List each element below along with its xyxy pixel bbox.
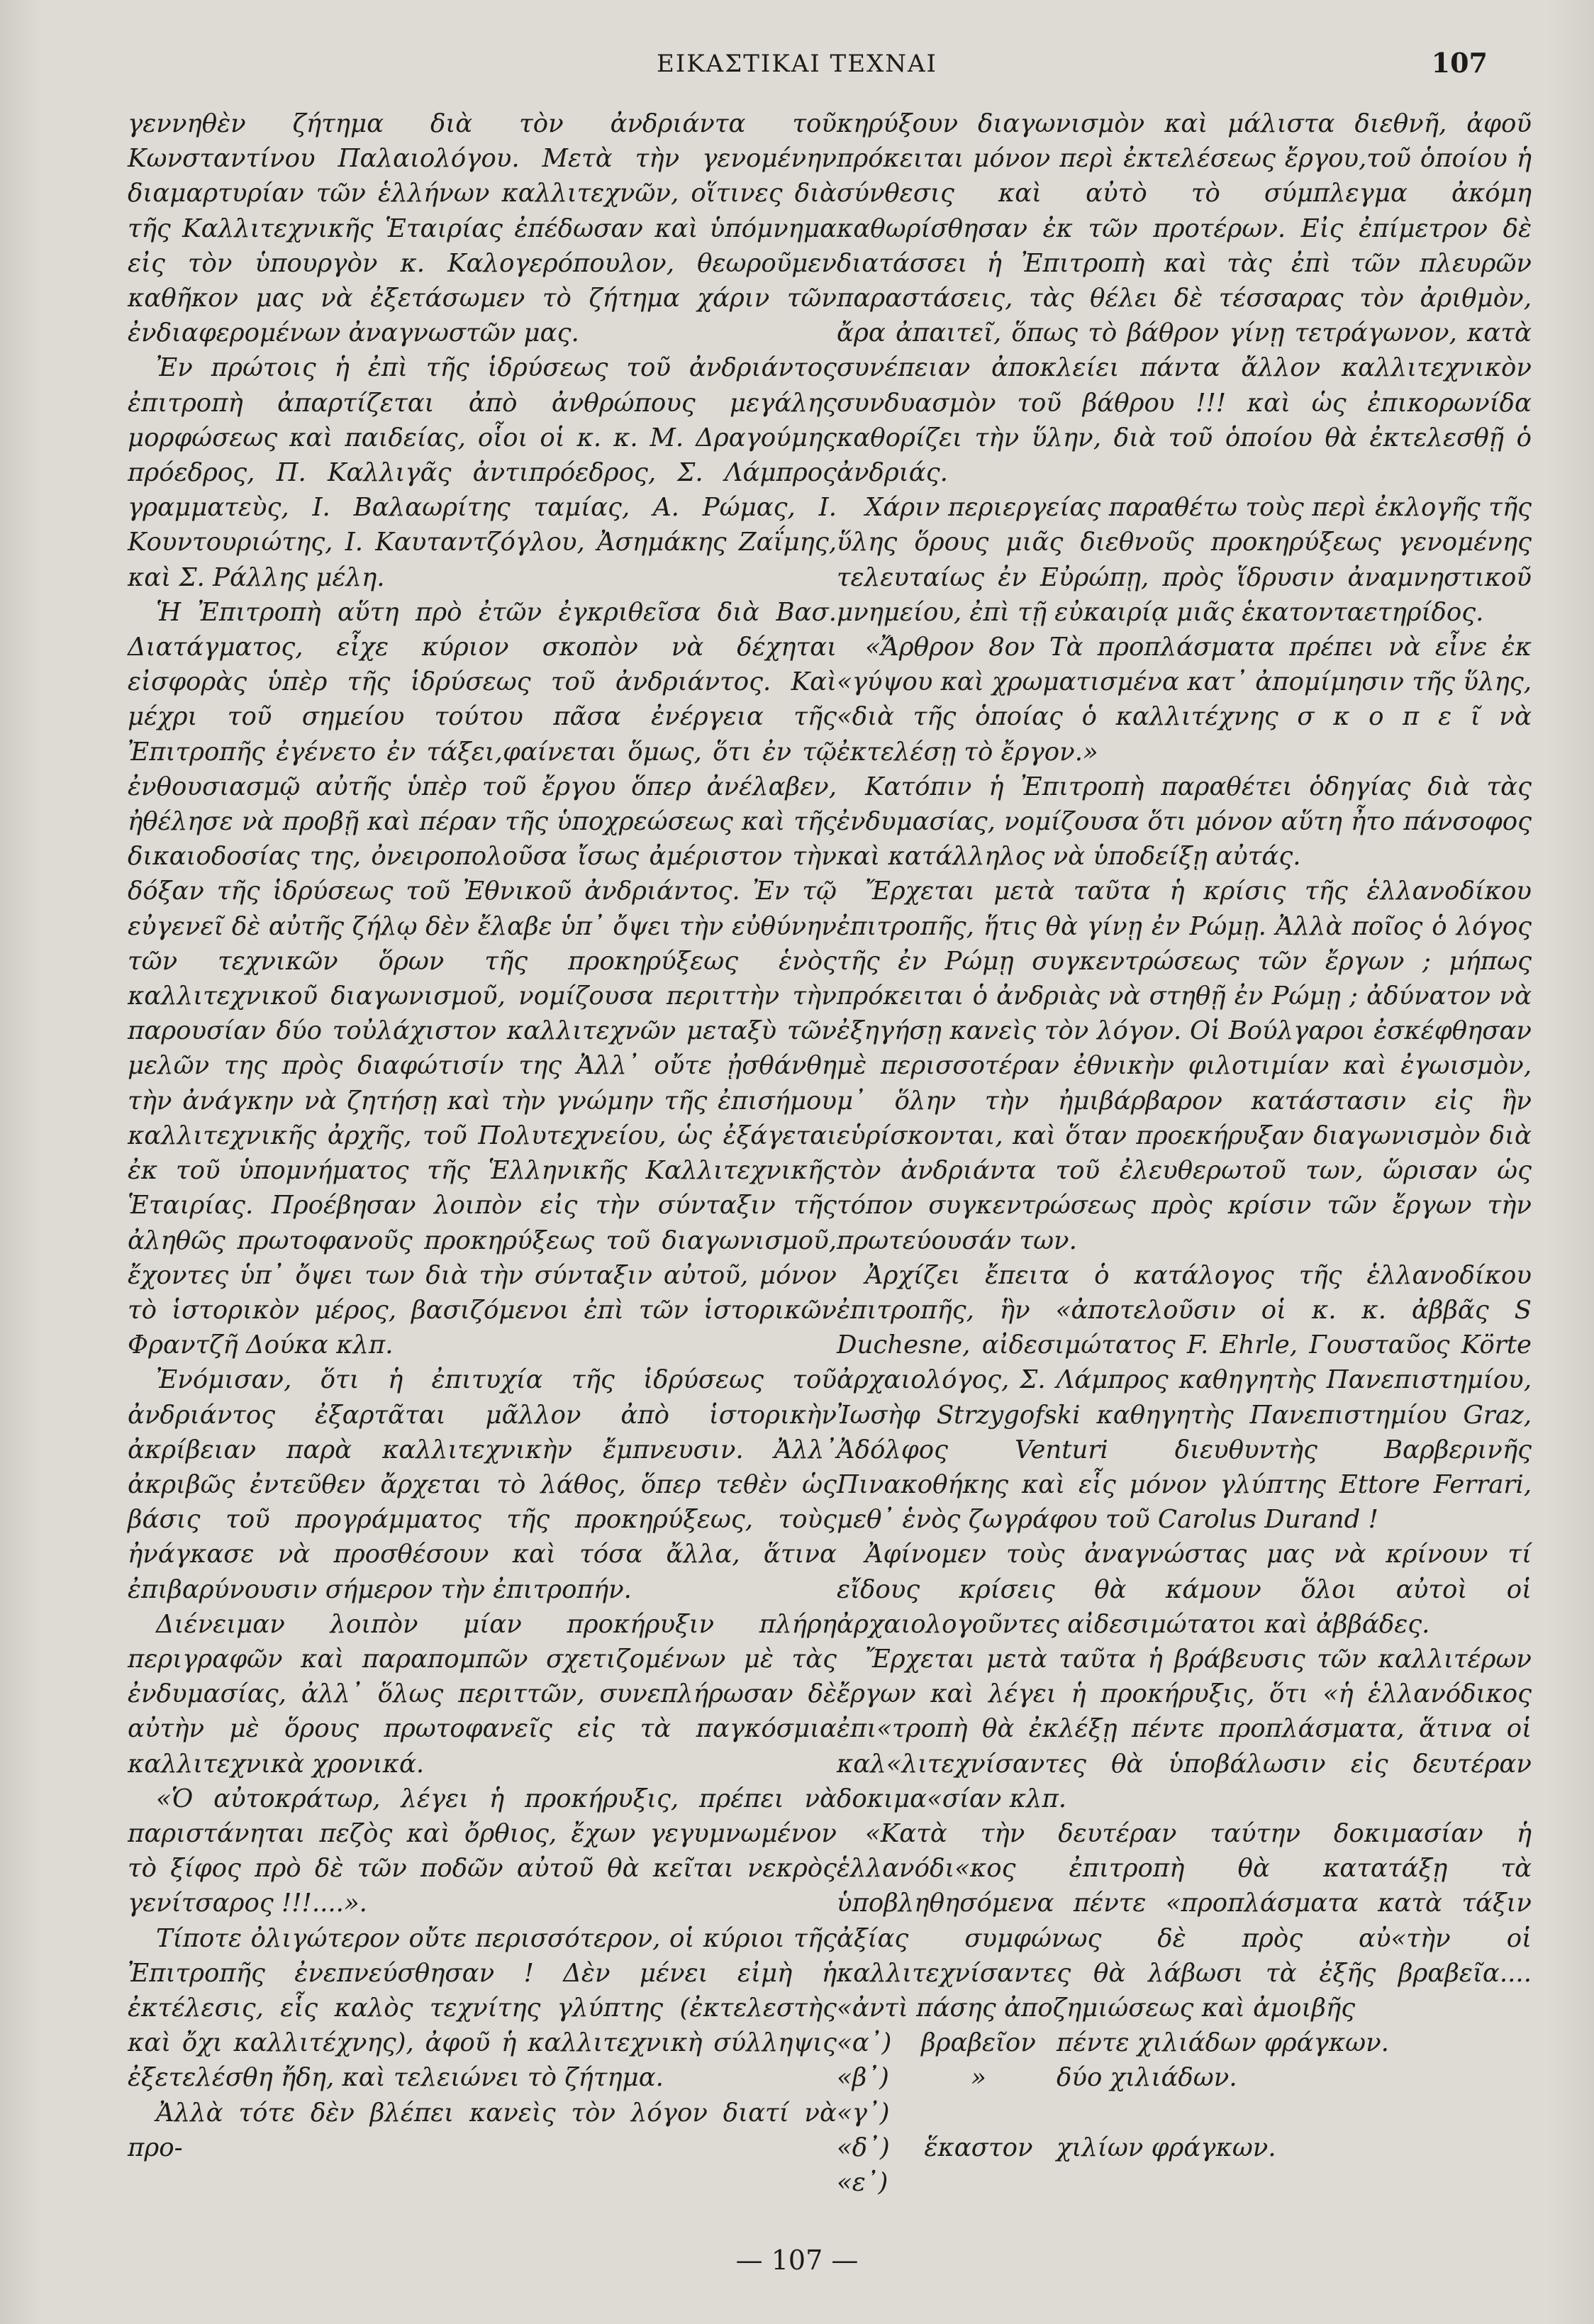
- paragraph: Ἀφίνομεν τοὺς ἀναγνώστας μας νὰ κρίνουν τί εἴδους κρίσεις θὰ κάμουν ὅλοι αὐτοὶ οἱ ἀρχαιολογοῦντες αἰδεσιμώτατοι καὶ ἀββάδες.: [837, 1540, 1532, 1639]
- list-mid: »: [971, 2063, 986, 2093]
- paragraph: Ἐν πρώτοις ἡ ἐπὶ τῆς ἱδρύσεως τοῦ ἀνδριάντος ἐπιτροπὴ ἀπαρτίζεται ἀπὸ ἀνθρώπους μεγάλης μορφώσεως καὶ παιδείας, οἷοι οἱ κ. κ. Μ. Δραγούμης πρόεδρος, Π. Καλλιγᾶς ἀντιπρόεδρος, Σ. Λάμπρος γραμματεὺς, Ι. Βαλαωρίτης ταμίας, Α. Ρώμας, Ι. Κουντουριώτης, Ι. Καυταντζόγλου, Ἀσημάκης Ζαΐμης, καὶ Σ. Ράλλης μέλη.: [128, 353, 837, 592]
- paragraph: «Ὁ αὐτοκράτωρ, λέγει ἡ προκήρυξις, πρέπει νὰ παριστάνηται πεζὸς καὶ ὄρθιος, ἔχων γεγυμνωμένον τὸ ξίφος πρὸ δὲ τῶν ποδῶν αὐτοῦ θὰ κεῖται νεκρὸς γενίτσαρος !!!....».: [128, 1784, 837, 1918]
- paragraph: Ἔρχεται μετὰ ταῦτα ἡ κρίσις τῆς ἑλλανοδίκου ἐπιτροπῆς, ἥτις θὰ γίνῃ ἐν Ρώμῃ. Ἀλλὰ ποῖος ὁ λόγος τῆς ἐν Ρώμῃ συγκεντρώσεως τῶν ἔργων ; μήπως πρόκειται ὁ ἀνδριὰς νὰ στηθῇ ἐν Ρώμῃ ; ἀδύνατον νὰ ἐξηγήσῃ κανεὶς τὸν λόγον. Οἱ Βούλγαροι ἐσκέφθησαν μὲ περισσοτέραν ἐθνικὴν φιλοτιμίαν καὶ ἐγωισμὸν, μ᾽ ὅλην τὴν ἠμιβάρβαρον κατάστασιν εἰς ἣν εὑρίσκονται, καὶ ὅταν προεκήρυξαν διαγωνισμὸν διὰ τὸν ἀνδριάντα τοῦ ἐλευθερωτοῦ των, ὥρισαν ὡς τόπον συγκεντρώσεως πρὸς κρίσιν τῶν ἔργων τὴν πρωτεύουσάν των.: [837, 877, 1532, 1255]
- paragraph: Ἐνόμισαν, ὅτι ἡ ἐπιτυχία τῆς ἱδρύσεως τοῦ ἀνδριάντος ἐξαρτᾶται μᾶλλον ἀπὸ ἱστορικὴν ἀκρίβειαν παρὰ καλλιτεχνικὴν ἔμπνευσιν. Ἀλλ᾽ ἀκριβῶς ἐντεῦθεν ἄρχεται τὸ λάθος, ὅπερ τεθὲν ὡς βάσις τοῦ προγράμματος τῆς προκηρύξεως, τοὺς ἠνάγκασε νὰ προσθέσουν καὶ τόσα ἄλλα, ἅτινα ἐπιβαρύνουσιν σήμερον τὴν ἐπιτροπήν.: [128, 1365, 837, 1604]
- paragraph: Κατόπιν ἡ Ἐπιτροπὴ παραθέτει ὁδηγίας διὰ τὰς ἐνδυμασίας, νομίζουσα ὅτι μόνον αὕτη ἦτο πάνσοφος καὶ κατάλληλος νὰ ὑποδείξῃ αὐτάς.: [837, 772, 1532, 872]
- list-item: [837, 2096, 1532, 2130]
- list-text: χιλίων φράγκων.: [1057, 2133, 1276, 2162]
- list-label: «α᾽): [837, 2028, 892, 2058]
- list-label: «β᾽): [837, 2063, 889, 2093]
- list-item: [837, 2060, 1532, 2095]
- list-label: «ε᾽): [837, 2167, 888, 2197]
- paragraph: «Κατὰ τὴν δευτέραν ταύτην δοκιμασίαν ἡ ἑλλανόδι«κος ἐπιτροπὴ θὰ κατατάξῃ τὰ ὑποβληθησόμενα πέντε «προπλάσματα κατὰ τάξιν ἀξίας συμφώνως δὲ πρὸς αὐ«τὴν οἱ καλλιτεχνίσαντες θὰ λάβωσι τὰ ἐξῆς βραβεῖα.... «ἀντὶ πάσης ἀποζημιώσεως καὶ ἀμοιβῆς: [837, 1818, 1532, 2023]
- page-number-top: 107: [1431, 47, 1488, 79]
- page-number-bottom: — 107 —: [735, 2245, 859, 2276]
- paragraph: «Ἄρθρον 8ον Τὰ προπλάσματα πρέπει νὰ εἶνε ἐκ «γύψου καὶ χρωματισμένα κατ᾽ ἀπομίμησιν τῆς ὕλης, «διὰ τῆς ὁποίας ὁ καλλιτέχνης σ κ ο π ε ῖ νὰ ἐκτελέσῃ τὸ ἔργον.»: [837, 633, 1532, 767]
- paragraph: Διένειμαν λοιπὸν μίαν προκήρυξιν πλήρη περιγραφῶν καὶ παραπομπῶν σχετιζομένων μὲ τὰς ἐνδυμασίας, ἀλλ᾽ ὅλως περιττῶν, συνεπλήρωσαν δὲ αὐτὴν μὲ ὅρους πρωτοφανεῖς εἰς τὰ παγκόσμια καλλιτεχνικὰ χρονικά.: [128, 1609, 837, 1779]
- paragraph: Ἀλλὰ τότε δὲν βλέπει κανεὶς τὸν λόγον διατί νὰ προ-: [128, 2098, 837, 2162]
- list-item: [837, 2165, 1532, 2200]
- awards-list: [837, 2025, 1532, 2200]
- paragraph: γεννηθὲν ζήτημα διὰ τὸν ἀνδριάντα τοῦ Κωνσταντίνου Παλαιολόγου. Μετὰ τὴν γενομένην διαμαρτυρίαν τῶν ἑλλήνων καλλιτεχνῶν, οἵτινες διὰ τῆς Καλλιτεχνικῆς Ἑταιρίας ἐπέδωσαν καὶ ὑπόμνημα εἰς τὸν ὑπουργὸν κ. Καλογερόπουλον, θεωροῦμεν καθῆκον μας νὰ ἐξετάσωμεν τὸ ζήτημα χάριν τῶν ἐνδιαφερομένων ἀναγνωστῶν μας.: [128, 109, 837, 348]
- paragraph: κηρύξουν διαγωνισμὸν καὶ μάλιστα διεθνῆ, ἀφοῦ πρόκειται μόνον περὶ ἐκτελέσεως ἔργου,τοῦ ὁποίου ἡ σύνθεσις καὶ αὐτὸ τὸ σύμπλεγμα ἀκόμη καθωρίσθησαν ἐκ τῶν προτέρων. Εἰς ἐπίμετρον δὲ διατάσσει ἡ Ἐπιτροπὴ καὶ τὰς ἐπὶ τῶν πλευρῶν παραστάσεις, τὰς θέλει δὲ τέσσαρας τὸν ἀριθμὸν, ἄρα ἀπαιτεῖ, ὅπως τὸ βάθρον γίνῃ τετράγωνον, κατὰ συνέπειαν ἀποκλείει πάντα ἄλλον καλλιτεχνικὸν συνδυασμὸν τοῦ βάθρου !!! καὶ ὡς ἐπικορωνίδα καθορίζει τὴν ὕλην, διὰ τοῦ ὁποίου θὰ ἐκτελεσθῇ ὁ ἀνδριάς.: [837, 109, 1532, 488]
- list-item: [837, 2025, 1532, 2060]
- paragraph: Ἡ Ἐπιτροπὴ αὕτη πρὸ ἐτῶν ἐγκριθεῖσα διὰ Βασ. Διατάγματος, εἶχε κύριον σκοπὸν νὰ δέχηται εἰσφορὰς ὑπὲρ τῆς ἱδρύσεως τοῦ ἀνδριάντος. Καὶ μέχρι τοῦ σημείου τούτου πᾶσα ἐνέργεια τῆς Ἐπιτροπῆς ἐγένετο ἐν τάξει,φαίνεται ὅμως, ὅτι ἐν τῷ ἐνθουσιασμῷ αὐτῆς ὑπὲρ τοῦ ἔργου ὅπερ ἀνέλαβεν, ἠθέλησε νὰ προβῇ καὶ πέραν τῆς ὑποχρεώσεως καὶ τῆς δικαιοδοσίας της, ὀνειροπολοῦσα ἴσως ἀμέριστον τὴν δόξαν τῆς ἱδρύσεως τοῦ Ἐθνικοῦ ἀνδριάντος. Ἐν τῷ εὐγενεῖ δὲ αὐτῆς ζήλῳ δὲν ἔλαβε ὑπ᾽ ὄψει τὴν εὐθύνην τῶν τεχνικῶν ὅρων τῆς προκηρύξεως ἑνὸς καλλιτεχνικοῦ διαγωνισμοῦ, νομίζουσα περιττὴν τὴν παρουσίαν δύο τοὐλάχιστον καλλιτεχνῶν μεταξὺ τῶν μελῶν της πρὸς διαφώτισίν της Ἀλλ᾽ οὔτε ᾐσθάνθη τὴν ἀνάγκην νὰ ζητήσῃ καὶ τὴν γνώμην τῆς ἐπισήμου καλλιτεχνικῆς ἀρχῆς, τοῦ Πολυτεχνείου, ὡς ἐξάγεται ἐκ τοῦ ὑπομνήματος τῆς Ἑλληνικῆς Καλλιτεχνικῆς Ἑταιρίας. Προέβησαν λοιπὸν εἰς τὴν σύνταξιν τῆς ἀληθῶς πρωτοφανοῦς προκηρύξεως τοῦ διαγωνισμοῦ, ἔχοντες ὑπ᾽ ὄψει των διὰ τὴν σύνταξιν αὐτοῦ, μόνον τὸ ἱστορικὸν μέρος, βασιζόμενοι ἐπὶ τῶν ἱστορικῶν Φραντζῆ Δούκα κλπ.: [128, 597, 837, 1360]
- paragraph: Ἔρχεται μετὰ ταῦτα ἡ βράβευσις τῶν καλλιτέρων ἔργων καὶ λέγει ἡ προκήρυξις, ὅτι «ἡ ἑλλανόδικος ἐπι«τροπὴ θὰ ἐκλέξῃ πέντε προπλάσματα, ἅτινα οἱ καλ«λιτεχνίσαντες θὰ ὑποβάλωσιν εἰς δευτέραν δοκιμα«σίαν κλπ.: [837, 1644, 1532, 1813]
- paragraph: Ἀρχίζει ἔπειτα ὁ κατάλογος τῆς ἑλλανοδίκου ἐπιτροπῆς, ἣν «ἀποτελοῦσιν οἱ κ. κ. ἀββᾶς S Duchesne, αἰδεσιμώτατος F. Ehrle, Γουσταῦος Körte ἀρχαιολόγος, Σ. Λάμπρος καθηγητὴς Πανεπιστημίου, Ἰωσὴφ Strzygofski καθηγητὴς Πανεπιστημίου Graz, Ἀδόλφος Venturi διευθυντὴς Βαρβερινῆς Πινακοθήκης καὶ εἷς μόνον γλύπτης Ettore Ferrari, μεθ᾽ ἑνὸς ζωγράφου τοῦ Carolus Durand !: [837, 1260, 1532, 1535]
- paragraph: Χάριν περιεργείας παραθέτω τοὺς περὶ ἐκλογῆς τῆς ὕλης ὅρους μιᾶς διεθνοῦς προκηρύξεως γενομένης τελευταίως ἐν Εὐρώπῃ, πρὸς ἵδρυσιν ἀναμνηστικοῦ μνημείου, ἐπὶ τῇ εὐκαιρίᾳ μιᾶς ἑκατονταετηρίδος.: [837, 493, 1532, 627]
- list-mid: ἕκαστον: [924, 2133, 1033, 2162]
- right-column: [837, 106, 1532, 2200]
- paragraph: Τίποτε ὀλιγώτερον οὔτε περισσότερον, οἱ κύριοι τῆς Ἐπιτροπῆς ἐνεπνεύσθησαν ! Δὲν μένει εἰμὴ ἡ ἐκτέλεσις, εἷς καλὸς τεχνίτης γλύπτης (ἐκτελεστὴς καὶ ὄχι καλλιτέχνης), ἀφοῦ ἡ καλλιτεχνικὴ σύλληψις ἐξετελέσθη ἤδη, καὶ τελειώνει τὸ ζήτημα.: [128, 1923, 837, 2093]
- left-column: [128, 106, 837, 2165]
- list-item: [837, 2130, 1532, 2165]
- running-title: ΕΙΚΑΣΤΙΚΑΙ ΤΕΧΝΑΙ: [657, 50, 937, 78]
- list-text: δύο χιλιάδων.: [1057, 2063, 1237, 2093]
- list-label: «δ᾽): [837, 2133, 890, 2162]
- list-mid: βραβεῖον: [921, 2028, 1036, 2058]
- list-label: «γ᾽): [837, 2098, 890, 2128]
- list-text: πέντε χιλιάδων φράγκων.: [1057, 2028, 1389, 2058]
